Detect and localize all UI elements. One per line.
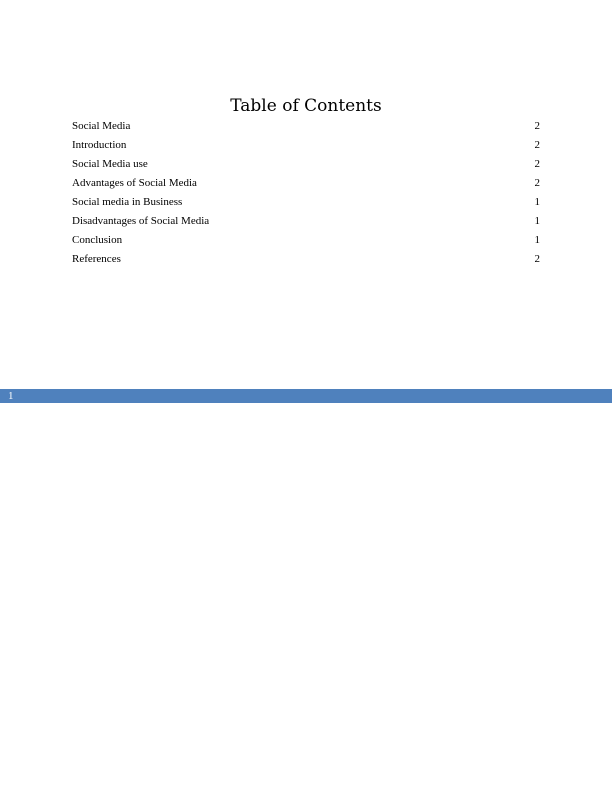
- toc-entry[interactable]: [72, 212, 540, 231]
- toc-entry-page: 1: [534, 196, 540, 208]
- toc-entry-label: Disadvantages of Social Media: [72, 215, 210, 227]
- toc-entry-label: Conclusion: [72, 234, 123, 246]
- toc-entry[interactable]: [72, 136, 540, 155]
- toc-entry-page: 2: [534, 177, 540, 189]
- toc-entry-page: 2: [534, 253, 540, 265]
- toc-entry-label: Social Media: [72, 120, 131, 132]
- toc-entry-page: 2: [534, 139, 540, 151]
- toc-entry-page: 1: [534, 234, 540, 246]
- footer-bar: [0, 389, 612, 403]
- toc-entry-label: Advantages of Social Media: [72, 177, 197, 189]
- footer-page-number: 1: [8, 390, 14, 402]
- toc-entry-page: 2: [534, 158, 540, 170]
- toc-entry-page: 2: [534, 120, 540, 132]
- toc-list: [72, 117, 540, 269]
- toc-entry[interactable]: [72, 155, 540, 174]
- toc-entry-label: References: [72, 253, 121, 265]
- toc-entry[interactable]: [72, 174, 540, 193]
- toc-entry-page: 1: [534, 215, 540, 227]
- toc-entry[interactable]: [72, 117, 540, 136]
- toc-title: Table of Contents: [230, 96, 382, 116]
- toc-entry-label: Introduction: [72, 139, 127, 151]
- toc-entry-label: Social Media use: [72, 158, 148, 170]
- toc-entry[interactable]: [72, 231, 540, 250]
- toc-entry[interactable]: [72, 250, 540, 269]
- toc-entry[interactable]: [72, 193, 540, 212]
- toc-entry-label: Social media in Business: [72, 196, 183, 208]
